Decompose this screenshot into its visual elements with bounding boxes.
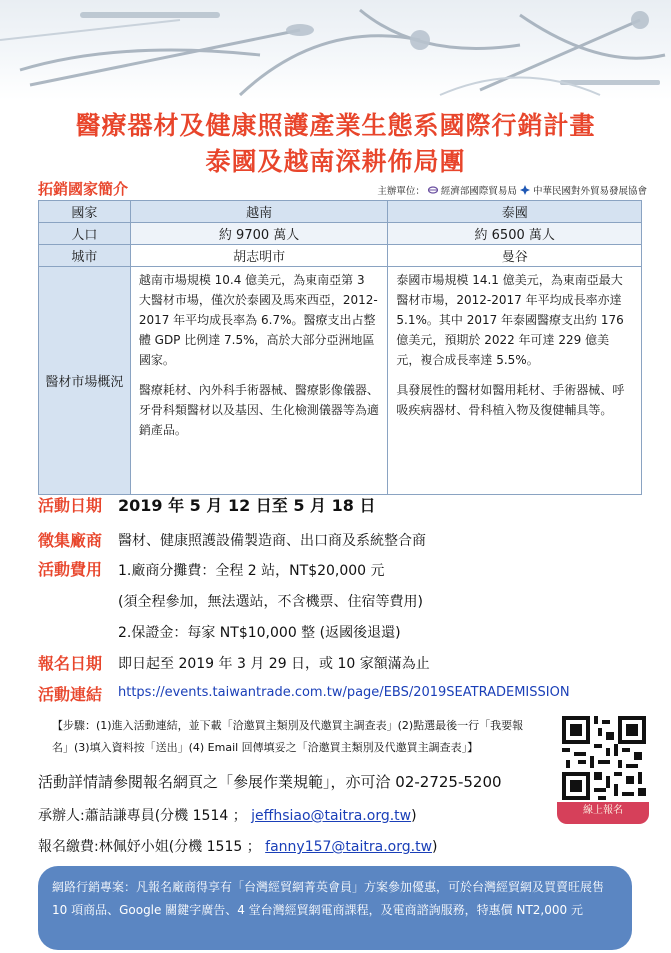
header-country: 國家 xyxy=(39,201,131,223)
city-label: 城市 xyxy=(39,245,131,267)
market-vietnam xyxy=(130,267,388,495)
contact-1-email-link[interactable]: jeffhsiao@taitra.org.tw xyxy=(251,808,412,824)
contact-person-1 xyxy=(38,805,417,825)
header-banner-image xyxy=(0,0,671,100)
header-thailand: 泰國 xyxy=(388,201,642,223)
target-label: 徵集廠商 xyxy=(38,531,103,550)
contact-2-close: ) xyxy=(432,839,438,855)
event-date-value: 2019 年 5 月 12 日至 5 月 18 日 xyxy=(118,496,376,515)
population-vietnam: 約 9700 萬人 xyxy=(130,223,388,245)
qr-code-icon[interactable] xyxy=(562,716,646,800)
table-row-market xyxy=(39,267,642,495)
contact-2-text: 報名繳費:林佩妤小姐(分機 1515 ； xyxy=(38,839,261,855)
registration-steps: 【步驟：(1)進入活動連結，並下載「洽邀買主類別及代邀買主調查表」(2)點選最後一行「我要報名」(3)填入資料按「送出」(4) Email 回傳填妥之「洽邀買主類別及代邀買主調查表」】 xyxy=(52,719,524,754)
market-thailand-p1: 泰國市場規模 14.1 億美元，為東南亞最大醫材市場，2012-2017 年平均成長率亦達 5.1%。其中 2017 年泰國醫療支出約 176 億美元，預期於 2022 年可達 229 億美元，複合成長率達 5.5%。 xyxy=(396,273,624,367)
market-vietnam-p1: 越南市場規模 10.4 億美元，為東南亞第 3 大醫材市場，僅次於泰國及馬來西亞，2012-2017 年平均成長率為 6.7%。醫療支出占整體 GDP 比例達 7.5%，高於大部分亞洲地區國家。 xyxy=(138,273,378,367)
city-vietnam: 胡志明市 xyxy=(130,245,388,267)
promo-box: 網路行銷專案：凡報名廠商得享有「台灣經貿網菁英會員」方案參加優惠，可於台灣經貿網及買賣旺展售 10 項商品、Google 關鍵字廣告、4 堂台灣經貿網電商課程，及電商諮詢服務，特惠價 NT2,000 元 xyxy=(38,866,632,950)
market-vietnam-p2: 醫療耗材、內外科手術器械、醫療影像儀器、牙骨科類醫材以及基因、生化檢測儀器等為適銷產品。 xyxy=(138,383,379,437)
market-thailand xyxy=(388,267,642,495)
market-label: 醫材市場概況 xyxy=(39,267,131,495)
contact-2-email-link[interactable]: fanny157@taitra.org.tw xyxy=(265,839,433,855)
details-line: 活動詳情請參閱報名網頁之「參展作業規範」，亦可洽 02-2725-5200 xyxy=(38,773,502,791)
contact-person-2 xyxy=(38,836,438,856)
event-link[interactable]: https://events.taiwantrade.com.tw/page/EBS/2019SEATRADEMISSION xyxy=(118,685,570,700)
registration-label: 報名日期 xyxy=(38,654,103,673)
city-thailand: 曼谷 xyxy=(388,245,642,267)
online-registration-button[interactable]: 線上報名 xyxy=(557,802,649,824)
population-label: 人口 xyxy=(39,223,131,245)
event-link-label: 活動連結 xyxy=(38,685,103,704)
population-thailand: 約 6500 萬人 xyxy=(388,223,642,245)
page-title: 醫療器材及健康照護產業生態系國際行銷計畫 xyxy=(75,111,596,140)
contact-1-text: 承辦人:蕭詰謙專員(分機 1514 ； xyxy=(38,808,247,824)
country-comparison-table xyxy=(38,200,642,495)
table-row-population xyxy=(39,223,642,245)
header-vietnam: 越南 xyxy=(130,201,388,223)
fee-line-3: 2.保證金：每家 NT$10,000 整 (返國後退還) xyxy=(118,625,401,641)
organizers-prefix: 主辦單位： xyxy=(377,186,425,197)
event-date-label: 活動日期 xyxy=(38,496,103,515)
target-value: 醫材、健康照護設備製造商、出口商及系統整合商 xyxy=(118,533,426,549)
table-row-city xyxy=(39,245,642,267)
section-heading-countries: 拓銷國家簡介 xyxy=(38,180,129,198)
market-thailand-p2: 具發展性的醫材如醫用耗材、手術器械、呼吸疾病器材、骨科植入物及復健輔具等。 xyxy=(396,383,625,417)
organizer-2: 中華民國對外貿易發展協會 xyxy=(532,186,647,197)
organizer-1: 經濟部國際貿易局 xyxy=(440,186,517,197)
taitra-logo-icon xyxy=(520,185,530,195)
boft-logo-icon xyxy=(428,185,438,195)
contact-1-close: ) xyxy=(411,808,417,824)
organizers xyxy=(377,183,647,197)
medical-instruments-illustration xyxy=(0,0,671,100)
table-header-row xyxy=(39,201,642,223)
page-subtitle: 泰國及越南深耕佈局團 xyxy=(205,147,466,176)
fee-line-2: (須全程參加，無法選站，不含機票、住宿等費用) xyxy=(118,594,423,610)
registration-value: 即日起至 2019 年 3 月 29 日，或 10 家額滿為止 xyxy=(118,656,430,672)
fee-label: 活動費用 xyxy=(38,560,103,579)
fee-line-1: 1.廠商分攤費：全程 2 站，NT$20,000 元 xyxy=(118,563,385,579)
